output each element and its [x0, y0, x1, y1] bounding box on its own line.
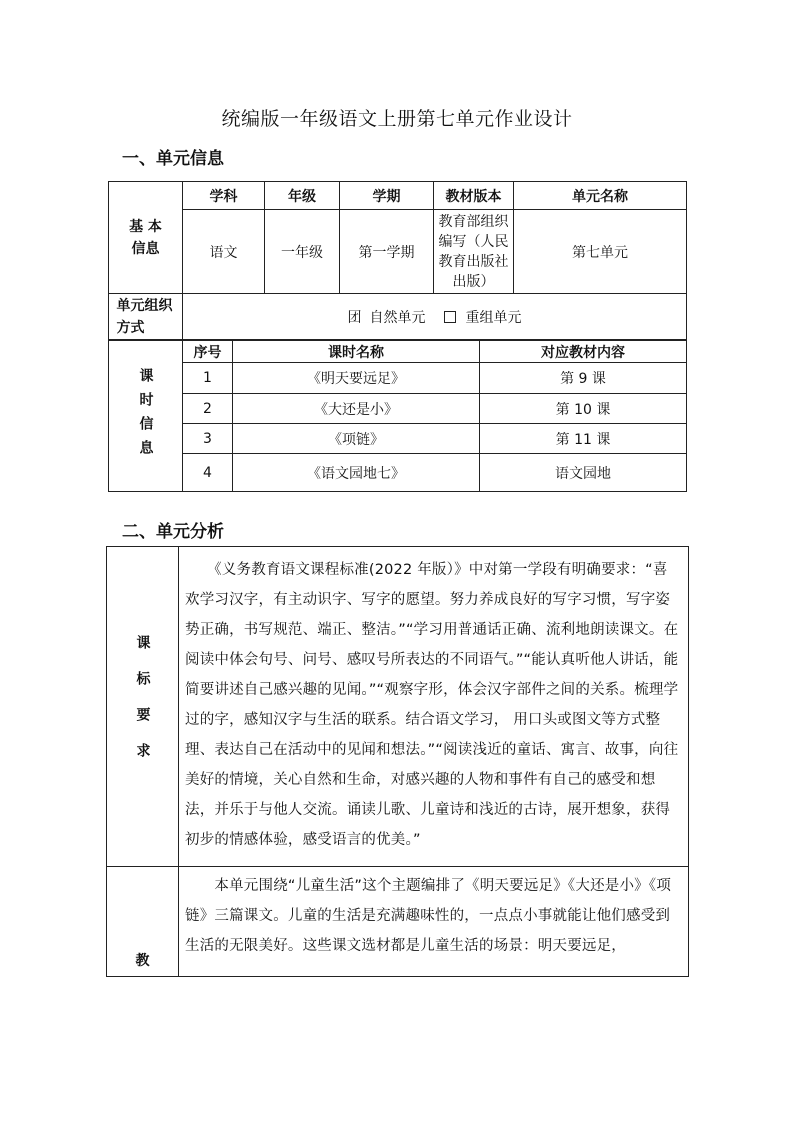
lesson-index: 1: [183, 363, 233, 394]
header-subject: 学科: [183, 182, 265, 210]
lesson-name: 《语文园地七》: [233, 454, 480, 492]
value-edition: 教育部组织编写（人民教育出版社出版）: [434, 210, 514, 294]
lesson-name: 《项链》: [233, 424, 480, 454]
standard-text: 《义务教育语文课程标准(2022 年版）》中对第一学段有明确要求：“喜欢学习汉字，有主动识字、写字的愿望。努力养成良好的写字习惯，写字姿势正确，书写规范、端正、整洁。”“学习用普通话正确、流利地朗读课文。在阅读中体会句号、问号、感叹号所表达的不同语气。”“能认真听他人讲话，能简要讲述自己感兴趣的见闻。”“观察字形，体会汉字部件之间的关系。梳理学过的字，感知汉字与生活的联系。结合语文学习， 用口头或图文等方式整理、表达自己在活动中的见闻和想法。”“阅读浅近的童话、寓言、故事，向往美好的情境，关心自然和生命，对感兴趣的人物和事件有自己的感受和想法，并乐于与他人交流。诵读儿歌、儿童诗和浅近的古诗，展开想象，获得初步的情感体验，感受语言的优美。”: [179, 547, 689, 867]
value-term: 第一学期: [340, 210, 434, 294]
lesson-index: 2: [183, 394, 233, 424]
value-unit-name: 第七单元: [514, 210, 687, 294]
section-unit-analysis-heading: 二、单元分析: [122, 522, 224, 542]
page-title: 统编版一年级语文上册第七单元作业设计: [221, 108, 573, 130]
regroup-unit-checkbox[interactable]: [444, 311, 456, 323]
lesson-info-table: [108, 340, 687, 492]
section-unit-info-heading: 一、单元信息: [122, 149, 224, 169]
unit-info-table: [108, 181, 687, 340]
textbook-label: 教: [107, 867, 179, 977]
header-lesson-name: 课时名称: [233, 341, 480, 363]
lesson-content: 语文园地: [480, 454, 687, 492]
lesson-content: 第 9 课: [480, 363, 687, 394]
header-index: 序号: [183, 341, 233, 363]
regroup-unit-label: 重组单元: [465, 309, 522, 326]
lesson-name: 《明天要远足》: [233, 363, 480, 394]
value-subject: 语文: [183, 210, 265, 294]
basic-info-label: 基 本 信息: [109, 182, 183, 294]
natural-unit-label: 自然单元: [369, 309, 426, 326]
lesson-content: 第 10 课: [480, 394, 687, 424]
header-textbook-content: 对应教材内容: [480, 341, 687, 363]
header-grade: 年级: [265, 182, 340, 210]
org-options: [183, 294, 687, 340]
table-row: [109, 363, 687, 394]
unit-analysis-table: [106, 546, 689, 977]
header-edition: 教材版本: [434, 182, 514, 210]
lesson-index: 3: [183, 424, 233, 454]
lesson-content: 第 11 课: [480, 424, 687, 454]
table-row: [109, 394, 687, 424]
org-label: 单元组织方式: [109, 294, 183, 340]
value-grade: 一年级: [265, 210, 340, 294]
header-unit-name: 单元名称: [514, 182, 687, 210]
lesson-info-label: 课时信息: [109, 341, 183, 492]
lesson-index: 4: [183, 454, 233, 492]
header-term: 学期: [340, 182, 434, 210]
table-row: [109, 424, 687, 454]
table-row: [109, 454, 687, 492]
standard-label: 课标要求: [107, 547, 179, 867]
natural-unit-checkbox[interactable]: 团: [347, 309, 362, 326]
textbook-text: 本单元围绕“儿童生活”这个主题编排了《明天要远足》《大还是小》《项链》三篇课文。儿童的生活是充满趣味性的，一点点小事就能让他们感受到生活的无限美好。这些课文选材都是儿童生活的场景：明天要远足，: [179, 867, 689, 977]
lesson-name: 《大还是小》: [233, 394, 480, 424]
